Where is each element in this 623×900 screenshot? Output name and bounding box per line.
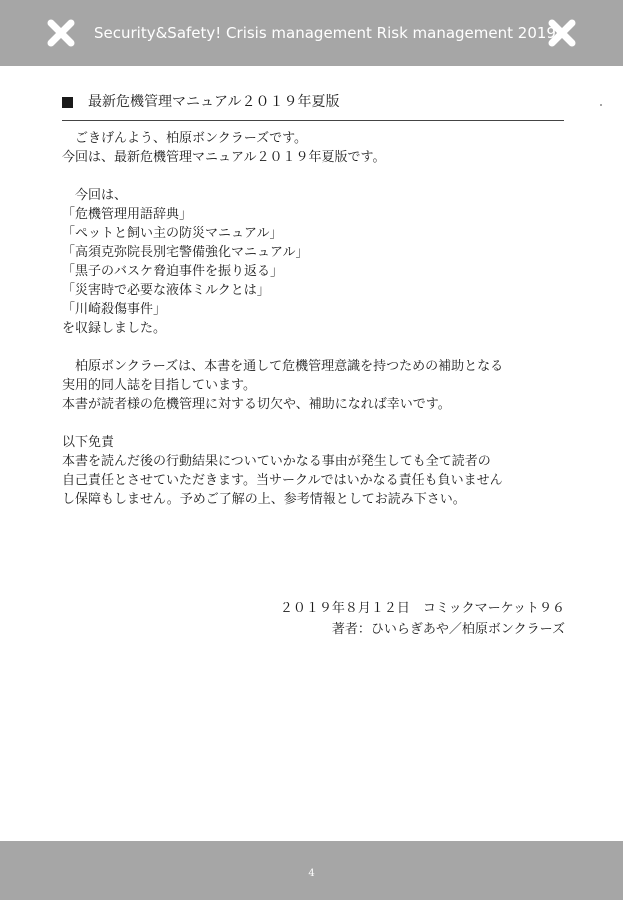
section-heading: 最新危機管理マニュアル２０１９年夏版	[88, 94, 340, 110]
scan-speck	[600, 104, 602, 106]
greeting-line: ごきげんよう、柏原ボンクラーズです。	[62, 131, 308, 146]
close-x-icon	[546, 17, 578, 49]
contents-item: 「黒子のバスケ脅迫事件を振り返る」	[62, 264, 284, 279]
header-title: Security&Safety! Crisis management Risk management 2019	[94, 24, 556, 42]
signature-date: ２０１９年８月１２日 コミックマーケット９６	[279, 601, 565, 616]
page-header	[0, 0, 623, 66]
page-footer	[0, 841, 623, 900]
contents-outro: を収録しました。	[62, 321, 167, 336]
disclaimer-line: し保障もしません。予めご了解の上、参考情報としてお読み下さい。	[62, 492, 466, 507]
disclaimer-title: 以下免責	[62, 435, 115, 450]
square-bullet-icon	[62, 97, 73, 108]
close-x-icon	[45, 17, 77, 49]
disclaimer-line: 自己責任とさせていただきます。当サークルではいかなる責任も負いません	[62, 473, 503, 488]
body-text	[62, 129, 582, 509]
page-number: 4	[308, 868, 315, 879]
signature-author: 著者：ひいらぎあや／柏原ボンクラーズ	[331, 622, 565, 637]
purpose-line: 柏原ボンクラーズは、本書を通して危機管理意識を持つための補助となる	[62, 359, 504, 374]
contents-intro: 今回は、	[62, 188, 128, 203]
purpose-line: 実用的同人誌を目指しています。	[62, 378, 256, 393]
greeting-line: 今回は、最新危機管理マニュアル２０１９年夏版です。	[62, 150, 386, 165]
contents-item: 「川崎殺傷事件」	[62, 302, 167, 317]
section-header	[62, 90, 564, 121]
signature-block	[280, 598, 565, 640]
contents-item: 「高須克弥院長別宅警備強化マニュアル」	[62, 245, 309, 260]
contents-item: 「ペットと飼い主の防災マニュアル」	[62, 226, 283, 241]
disclaimer-line: 本書を読んだ後の行動結果についていかなる事由が発生しても全て読者の	[62, 454, 491, 469]
contents-item: 「災害時で必要な液体ミルクとは」	[62, 283, 270, 298]
contents-item: 「危機管理用語辞典」	[62, 207, 193, 222]
purpose-line: 本書が読者様の危機管理に対する切欠や、補助になれば幸いです。	[62, 397, 451, 412]
